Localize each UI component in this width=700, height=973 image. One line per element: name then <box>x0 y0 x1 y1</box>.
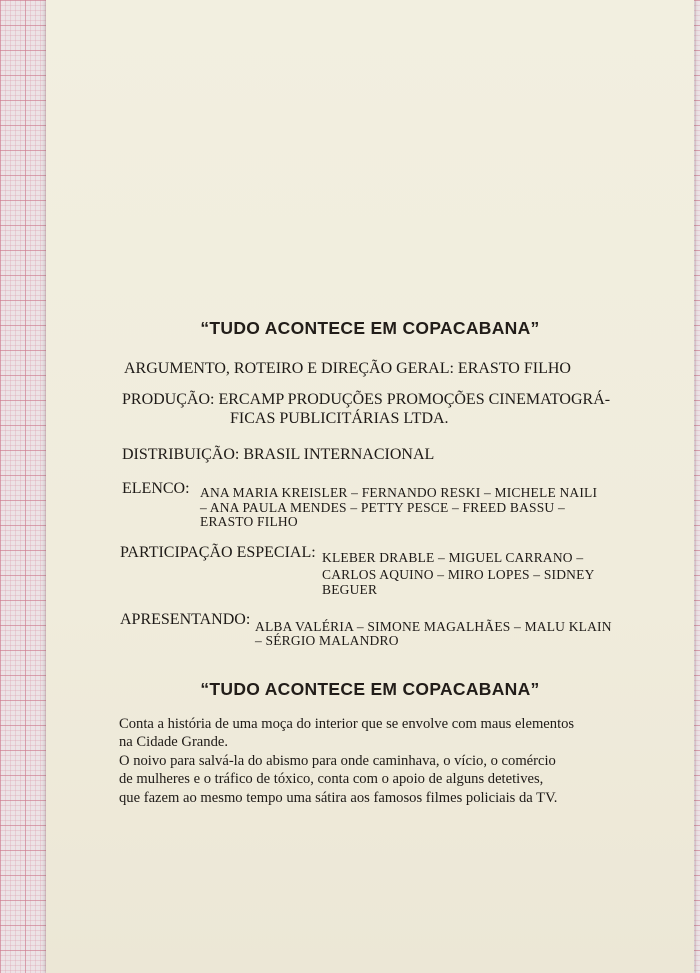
participacao-line: CARLOS AQUINO – MIRO LOPES – SIDNEY <box>322 567 595 582</box>
participacao-label: PARTICIPAÇÃO ESPECIAL: <box>120 544 316 561</box>
synopsis-line: na Cidade Grande. <box>119 734 229 750</box>
elenco-line: – ANA PAULA MENDES – PETTY PESCE – FREED BASSU – <box>200 500 565 515</box>
elenco-line: ANA MARIA KREISLER – FERNANDO RESKI – MICHELE NAILI <box>200 485 598 500</box>
synopsis-line: que fazem ao mesmo tempo uma sátira aos famosos filmes policiais da TV. <box>119 790 558 806</box>
participacao-line: BEGUER <box>322 582 378 597</box>
film-title-top: “TUDO ACONTECE EM COPACABANA” <box>200 318 540 338</box>
apresentando-line: ALBA VALÉRIA – SIMONE MAGALHÃES – MALU KLAIN <box>255 619 612 634</box>
apresentando-label: APRESENTANDO: <box>120 611 251 628</box>
synopsis-line: Conta a história de uma moça do interior que se envolve com maus elementos <box>119 716 575 732</box>
synopsis-line: O noivo para salvá-la do abismo para onde caminhava, o vício, o comércio <box>119 753 556 769</box>
credit-distribuicao: DISTRIBUIÇÃO: BRASIL INTERNACIONAL <box>122 446 435 463</box>
synopsis-line: de mulheres e o tráfico de tóxico, conta com o apoio de alguns detetives, <box>119 771 544 787</box>
credit-producao-line1: PRODUÇÃO: ERCAMP PRODUÇÕES PROMOÇÕES CINEMATOGRÁ- <box>122 391 611 408</box>
paper-sheet <box>46 0 694 973</box>
apresentando-line: – SÉRGIO MALANDRO <box>255 633 399 648</box>
credit-producao-line2: FICAS PUBLICITÁRIAS LTDA. <box>230 410 449 427</box>
credit-argumento: ARGUMENTO, ROTEIRO E DIREÇÃO GERAL: ERASTO FILHO <box>124 360 571 377</box>
elenco-line: ERASTO FILHO <box>200 514 298 529</box>
participacao-line: KLEBER DRABLE – MIGUEL CARRANO – <box>322 550 584 565</box>
elenco-label: ELENCO: <box>122 480 190 497</box>
film-title-bottom: “TUDO ACONTECE EM COPACABANA” <box>200 679 540 699</box>
